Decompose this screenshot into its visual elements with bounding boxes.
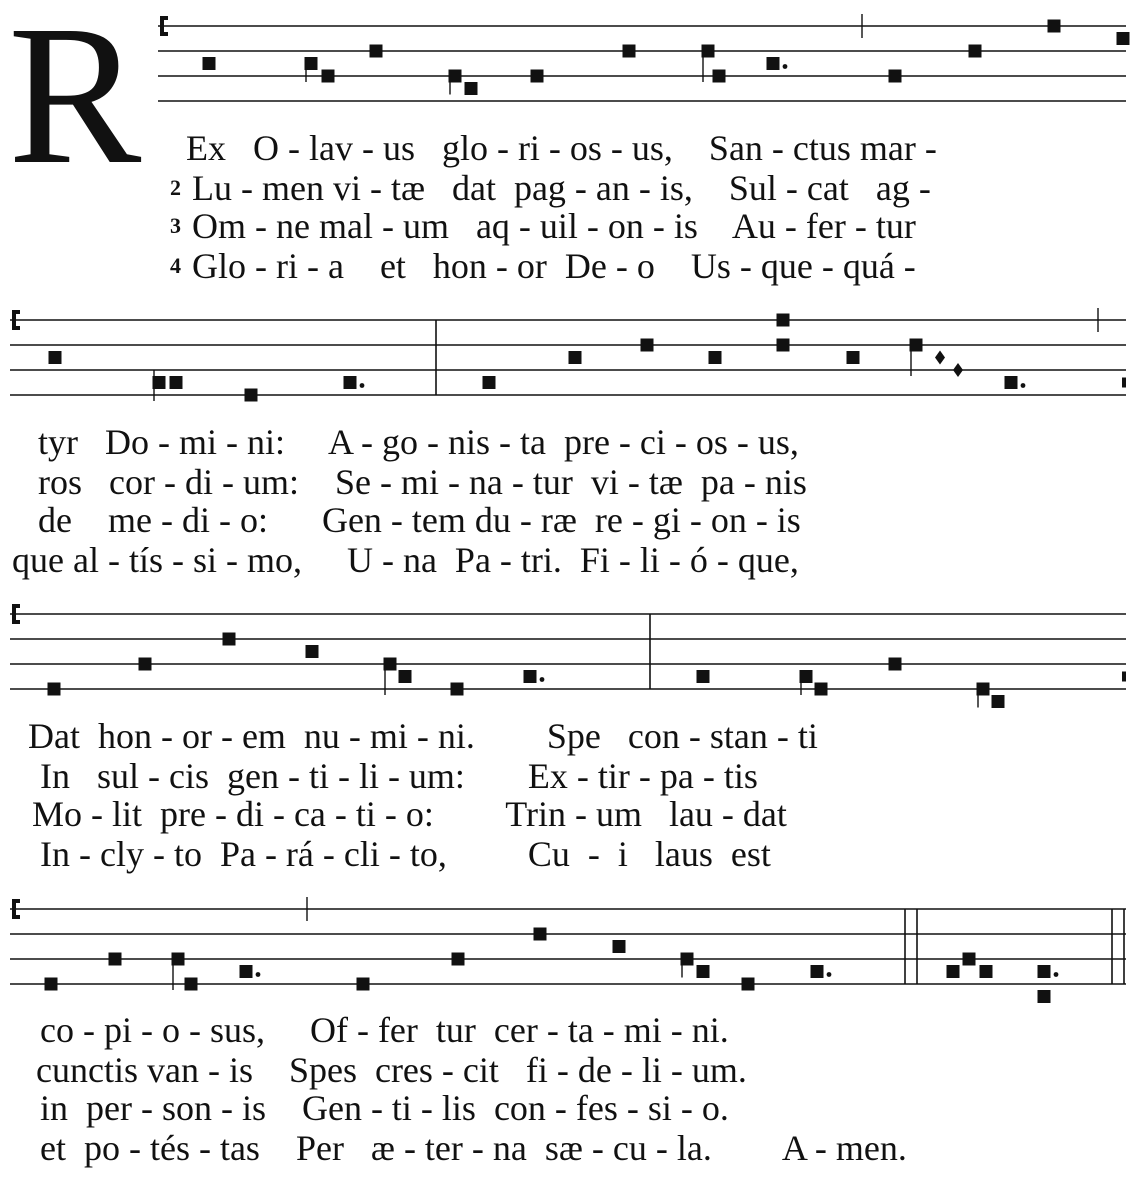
lyric-line-s2-v4: que al - tís - si - mo, U - na Pa - tri. Fi - li - ó - que, xyxy=(12,540,799,580)
note-punctum xyxy=(1117,32,1130,45)
note-punctum xyxy=(1038,990,1051,1003)
note-punctum xyxy=(240,965,253,978)
mora-dot xyxy=(1021,383,1026,388)
verse-number: 3 xyxy=(170,213,181,238)
note-punctum xyxy=(1038,965,1051,978)
note-punctum xyxy=(384,658,397,671)
note-punctum xyxy=(48,683,61,696)
lyric-line-s3-v1: Dat hon - or - em nu - mi - ni. Spe con - stan - ti xyxy=(28,716,818,756)
lyric-line-s1-v1: Ex O - lav - us glo - ri - os - us, San - ctus mar - xyxy=(186,128,937,168)
note-punctum xyxy=(815,683,828,696)
note-punctum xyxy=(947,965,960,978)
note-punctum xyxy=(702,45,715,58)
note-punctum xyxy=(777,314,790,327)
note-punctum xyxy=(451,683,464,696)
staff-system-4 xyxy=(10,897,1126,1003)
note-punctum xyxy=(170,376,183,389)
lyric-line-s2-v2: ros cor - di - um: Se - mi - na - tur vi - tæ pa - nis xyxy=(38,462,807,502)
note-punctum xyxy=(109,953,122,966)
note-punctum xyxy=(980,965,993,978)
note-punctum xyxy=(344,376,357,389)
custos-mark xyxy=(1122,378,1126,388)
lyric-line-s1-v3: Om - ne mal - um aq - uil - on - is Au - fer - tur xyxy=(192,206,916,246)
lyric-line-s4-v2: cunctis van - is Spes cres - cit fi - de - li - um. xyxy=(36,1050,747,1090)
note-punctum xyxy=(800,670,813,683)
mora-dot xyxy=(827,972,832,977)
note-punctum xyxy=(203,57,216,70)
note-punctum xyxy=(709,351,722,364)
note-punctum xyxy=(613,940,626,953)
note-punctum xyxy=(910,339,923,352)
lyric-line-s4-v3: in per - son - is Gen - ti - lis con - fes - si - o. xyxy=(40,1088,729,1128)
note-punctum xyxy=(305,57,318,70)
note-punctum xyxy=(697,670,710,683)
note-punctum xyxy=(223,633,236,646)
note-punctum xyxy=(889,70,902,83)
verse-number: 2 xyxy=(170,175,181,200)
note-rhombus xyxy=(953,363,963,377)
lyric-line-s1-v2: Lu - men vi - tæ dat pag - an - is, Sul - cat ag - xyxy=(192,168,931,208)
custos-mark xyxy=(1122,672,1126,682)
note-punctum xyxy=(153,376,166,389)
note-punctum xyxy=(370,45,383,58)
note-punctum xyxy=(49,351,62,364)
note-punctum xyxy=(697,965,710,978)
lyric-line-s3-v3: Mo - lit pre - di - ca - ti - o: Trin - um lau - dat xyxy=(32,794,787,834)
lyric-line-s3-v4: In - cly - to Pa - rá - cli - to, Cu - i laus est xyxy=(40,834,771,874)
note-punctum xyxy=(963,953,976,966)
note-punctum xyxy=(977,683,990,696)
note-punctum xyxy=(534,928,547,941)
note-punctum xyxy=(524,670,537,683)
lyric-line-s2-v3: de me - di - o: Gen - tem du - ræ re - gi - on - is xyxy=(38,500,801,540)
staff-system-3 xyxy=(10,604,1126,708)
note-punctum xyxy=(889,658,902,671)
mora-dot xyxy=(1054,972,1059,977)
note-punctum xyxy=(623,45,636,58)
lyric-line-s4-v1: co - pi - o - sus, Of - fer tur cer - ta - mi - ni. xyxy=(40,1010,729,1050)
note-punctum xyxy=(742,978,755,991)
note-punctum xyxy=(357,978,370,991)
note-punctum xyxy=(465,82,478,95)
note-punctum xyxy=(399,670,412,683)
note-punctum xyxy=(185,978,198,991)
note-rhombus xyxy=(935,351,945,365)
note-punctum xyxy=(969,45,982,58)
note-punctum xyxy=(172,953,185,966)
lyric-line-s2-v1: tyr Do - mi - ni: A - go - nis - ta pre - ci - os - us, xyxy=(38,422,799,462)
note-punctum xyxy=(245,389,258,402)
lyric-line-s1-v4: Glo - ri - a et hon - or De - o Us - que - quá - xyxy=(192,246,916,286)
mora-dot xyxy=(783,64,788,69)
mora-dot xyxy=(256,972,261,977)
note-punctum xyxy=(306,645,319,658)
note-punctum xyxy=(1048,20,1061,33)
note-punctum xyxy=(811,965,824,978)
note-punctum xyxy=(569,351,582,364)
drop-cap-initial: R xyxy=(8,0,142,206)
note-punctum xyxy=(641,339,654,352)
note-punctum xyxy=(681,953,694,966)
staff-system-2 xyxy=(10,308,1126,402)
lyric-line-s4-v4: et po - tés - tas Per æ - ter - na sæ - cu - la. A - men. xyxy=(40,1128,907,1168)
note-punctum xyxy=(139,658,152,671)
note-punctum xyxy=(992,695,1005,708)
note-punctum xyxy=(1005,376,1018,389)
note-punctum xyxy=(713,70,726,83)
lyric-line-s3-v2: In sul - cis gen - ti - li - um: Ex - tir - pa - tis xyxy=(40,756,758,796)
note-punctum xyxy=(767,57,780,70)
note-punctum xyxy=(449,70,462,83)
verse-number: 4 xyxy=(170,253,181,278)
note-punctum xyxy=(452,953,465,966)
note-punctum xyxy=(45,978,58,991)
note-punctum xyxy=(847,351,860,364)
staff-system-1 xyxy=(158,14,1130,101)
note-punctum xyxy=(777,339,790,352)
note-punctum xyxy=(322,70,335,83)
note-punctum xyxy=(531,70,544,83)
mora-dot xyxy=(540,677,545,682)
note-punctum xyxy=(483,376,496,389)
mora-dot xyxy=(360,383,365,388)
